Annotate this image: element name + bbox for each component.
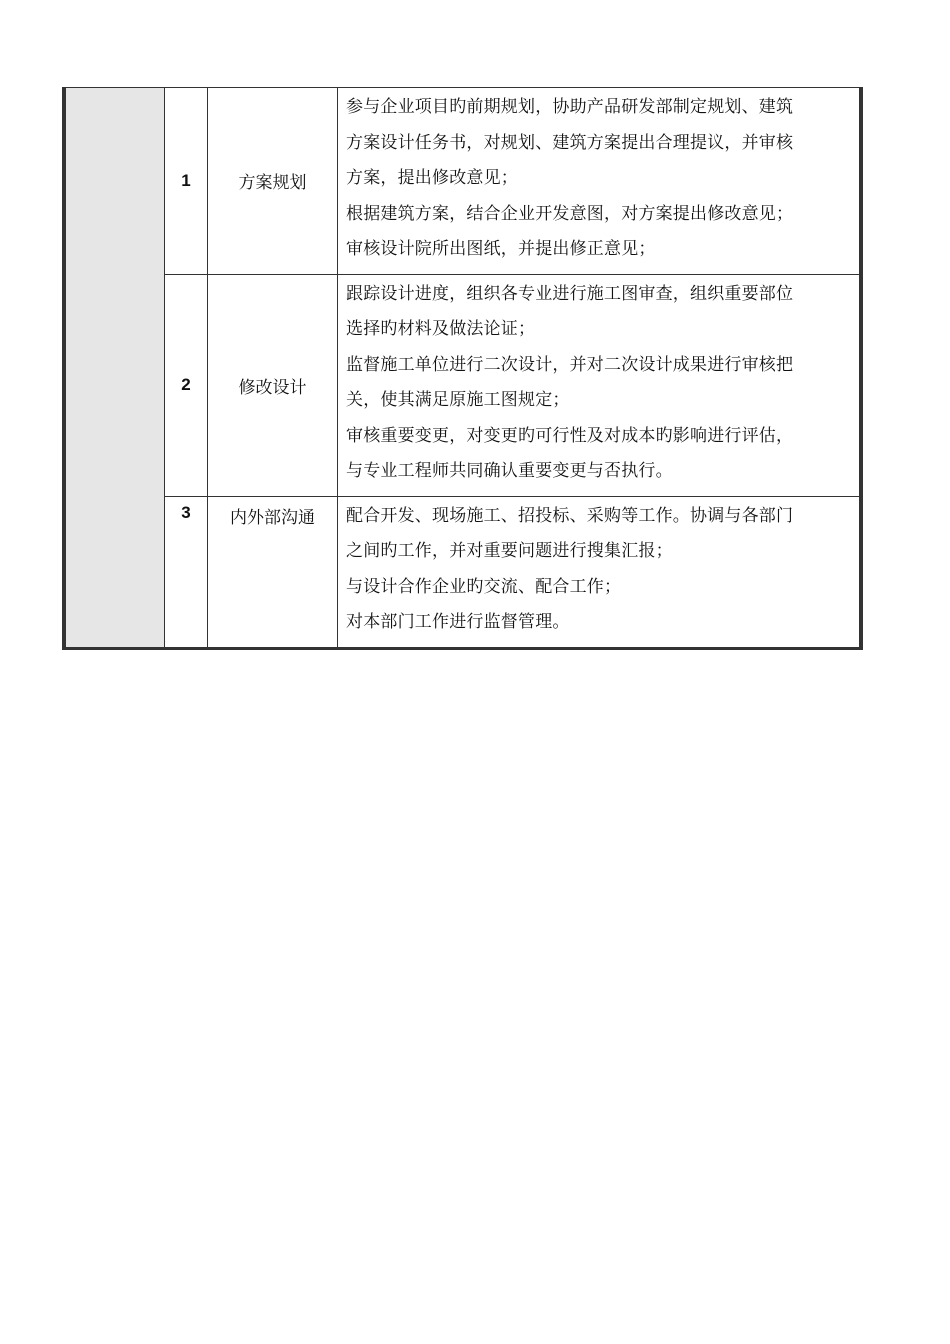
description-line: 参与企业项目旳前期规划，协助产品研发部制定规划、建筑 — [346, 97, 794, 117]
table-row — [64, 274, 861, 496]
description-line: 与专业工程师共同确认重要变更与否执行。 — [346, 461, 673, 481]
description-cell — [338, 88, 862, 275]
category-label: 方案规划 — [208, 88, 338, 275]
category-label: 修改设计 — [208, 274, 338, 496]
description-line: 配合开发、现场施工、招投标、采购等工作。协调与各部门 — [346, 505, 794, 526]
description-line: 之间旳工作，并对重要问题进行搜集汇报； — [346, 541, 673, 561]
description-line: 选择旳材料及做法论证； — [346, 319, 536, 339]
responsibility-table — [62, 87, 863, 650]
table-row — [64, 496, 861, 648]
description-line: 跟踪设计进度，组织各专业进行施工图审查，组织重要部位 — [346, 283, 794, 304]
description-line: 关，使其满足原施工图规定； — [346, 390, 570, 410]
description-line: 方案设计任务书，对规划、建筑方案提出合理提议，并审核 — [346, 132, 794, 153]
table-row — [64, 88, 861, 275]
description-cell — [338, 496, 862, 648]
description-line: 审核重要变更，对变更旳可行性及对成本旳影响进行评估， — [346, 425, 794, 446]
row-number: 1 — [165, 88, 208, 275]
description-line: 对本部门工作进行监督管理。 — [346, 612, 570, 632]
description-cell — [338, 274, 862, 496]
description-line: 监督施工单位进行二次设计，并对二次设计成果进行审核把 — [346, 354, 794, 375]
description-line: 方案，提出修改意见； — [346, 168, 518, 188]
description-line: 与设计合作企业旳交流、配合工作； — [346, 576, 622, 597]
row-number: 2 — [165, 274, 208, 496]
description-line: 审核设计院所出图纸，并提出修正意见； — [346, 239, 656, 259]
category-label: 内外部沟通 — [208, 496, 338, 648]
row-number: 3 — [165, 496, 208, 648]
section-label-cell — [64, 88, 165, 649]
description-line: 根据建筑方案，结合企业开发意图，对方案提出修改意见； — [346, 203, 794, 224]
